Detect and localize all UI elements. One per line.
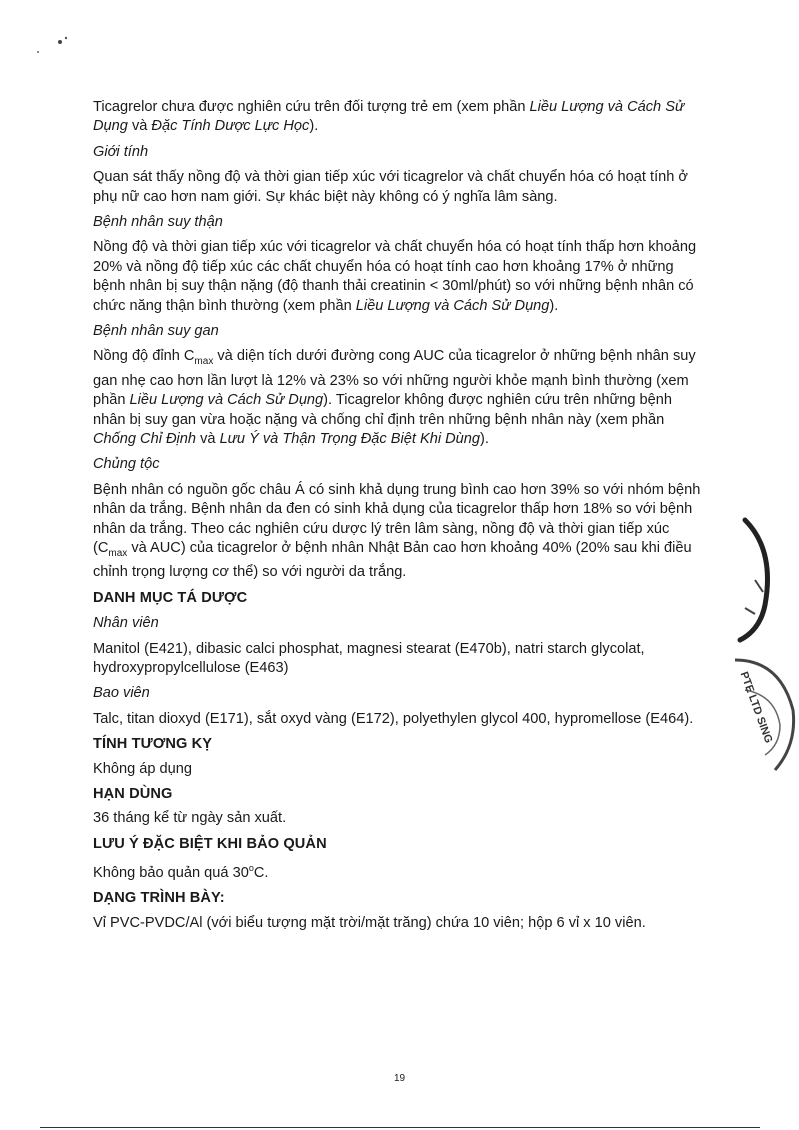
text-run: Quan sát thấy nồng độ và thời gian tiếp xúc với ticagrelor và chất chuyển hóa có hoạt tính ở phụ nữ cao hơn nam giới. Sự khác biệt này không có ý nghĩa lâm sàng. bbox=[93, 169, 688, 205]
paragraph bbox=[93, 98, 703, 137]
text-run: Không áp dụng bbox=[93, 760, 193, 777]
section-heading bbox=[93, 889, 703, 908]
text-run: Chủng tộc bbox=[93, 456, 160, 473]
text-run: và bbox=[196, 431, 220, 447]
subsection-heading bbox=[93, 684, 703, 703]
text-run: Bao viên bbox=[93, 685, 150, 702]
text-run: TÍNH TƯƠNG KỴ bbox=[93, 736, 213, 753]
subsection-heading bbox=[93, 614, 703, 633]
italic-reference: Chống Chỉ Định bbox=[93, 431, 197, 447]
text-run: và AUC) của ticagrelor ở bệnh nhân Nhật Bản cao hơn khoảng 40% (20% sau khi điều chỉnh trọng lượng cơ thể) so với người da trắng. bbox=[93, 540, 692, 581]
text-run: DẠNG TRÌNH BÀY: bbox=[93, 890, 225, 907]
text-run: max bbox=[108, 547, 128, 559]
text-run: Bệnh nhân suy gan bbox=[93, 323, 219, 340]
subsection-heading bbox=[93, 455, 703, 474]
paragraph bbox=[93, 809, 703, 828]
document-body bbox=[93, 98, 703, 938]
text-run: Nồng độ và thời gian tiếp xúc với ticagrelor và chất chuyển hóa có hoạt tính thấp hơn khoảng 20% và nồng độ tiếp xúc các chất chuyển hóa có hoạt tính cao hơn khoảng 17% ở những bệnh nhân bị suy thận nặng (độ thanh thải creatinin < 30ml/phút) so với những bệnh nhân có chức năng thận bình thường (xem phần bbox=[93, 239, 697, 314]
paragraph bbox=[93, 760, 703, 779]
text-run: Bệnh nhân có nguồn gốc châu Á có sinh khả dụng trung bình cao hơn 39% so với nhóm bệnh nhân da trắng. Bệnh nhân da đen có sinh khả dụng của ticagrelor thấp hơn 18% so với bệnh nhân da trắng. Theo các nghiên cứu dược lý trên lâm sàng, nồng độ và thời gian tiếp xúc (C bbox=[93, 481, 701, 557]
page-number: 19 bbox=[393, 1073, 406, 1084]
paragraph bbox=[93, 347, 703, 449]
scan-specks bbox=[30, 30, 90, 75]
text-run: Vỉ PVC-PVDC/Al (với biểu tượng mặt trời/mặt trăng) chứa 10 viên; hộp 6 vỉ x 10 viên. bbox=[93, 914, 646, 931]
stamp-text: PTE LTD SING bbox=[737, 670, 775, 745]
text-run: Giới tính bbox=[93, 143, 149, 160]
section-heading bbox=[93, 589, 703, 608]
paragraph bbox=[93, 710, 703, 729]
paragraph bbox=[93, 914, 703, 933]
text-run: và diện tích dưới đường cong AUC của ticagrelor ở những bệnh nhân suy gan nhẹ cao hơn lần lượt là 12% và 23% so với những người khỏe mạnh bình thường (xem phần bbox=[93, 348, 696, 409]
italic-reference: Liều Lượng và Cách Sử Dụng bbox=[93, 99, 685, 135]
text-run: ). bbox=[309, 118, 319, 135]
subsection-heading bbox=[93, 322, 703, 341]
text-run: Không bảo quản quá 30 bbox=[93, 865, 249, 882]
text-run: o bbox=[248, 863, 254, 874]
italic-reference: Đặc Tính Dược Lực Học bbox=[151, 118, 310, 135]
text-run: Bệnh nhân suy thận bbox=[93, 214, 223, 231]
text-run: Nồng độ đỉnh C bbox=[93, 348, 195, 365]
text-run: Nhân viên bbox=[93, 615, 159, 632]
text-run: và bbox=[127, 118, 152, 135]
section-heading bbox=[93, 735, 703, 754]
text-run: C. bbox=[253, 865, 269, 882]
section-heading bbox=[93, 785, 703, 804]
paragraph bbox=[93, 168, 703, 207]
text-run: ). bbox=[480, 431, 489, 447]
text-run: Talc, titan dioxyd (E171), sắt oxyd vàng (E172), polyethylen glycol 400, hypromellose (E464). bbox=[93, 710, 694, 727]
italic-reference: Lưu Ý và Thận Trọng Đặc Biệt Khi Dùng bbox=[219, 431, 481, 447]
subsection-heading bbox=[93, 213, 703, 232]
paragraph bbox=[93, 640, 703, 679]
company-stamp bbox=[705, 510, 799, 795]
subsection-heading bbox=[93, 143, 703, 162]
text-run: max bbox=[194, 356, 214, 368]
text-run: Ticagrelor chưa được nghiên cứu trên đối tượng trẻ em (xem phần bbox=[93, 99, 530, 115]
text-run: DANH MỤC TÁ DƯỢC bbox=[93, 589, 248, 606]
text-run: Manitol (E421), dibasic calci phosphat, magnesi stearat (E470b), natri starch glycolat, hydroxypropylcellulose (E463) bbox=[93, 640, 645, 676]
paragraph bbox=[93, 481, 703, 583]
paragraph bbox=[93, 238, 703, 316]
paragraph bbox=[93, 859, 703, 883]
text-run: 36 tháng kể từ ngày sản xuất. bbox=[93, 810, 287, 827]
italic-reference: Liều Lượng và Cách Sử Dụng bbox=[355, 297, 550, 314]
section-heading bbox=[93, 835, 703, 854]
italic-reference: Liều Lượng và Cách Sử Dụng bbox=[129, 392, 324, 409]
text-run: LƯU Ý ĐẶC BIỆT KHI BẢO QUẢN bbox=[93, 835, 327, 852]
text-run: HẠN DÙNG bbox=[93, 786, 173, 802]
text-run: ). Ticagrelor không được nghiên cứu trên những bệnh nhân bị suy gan vừa hoặc nặng và chống chỉ định trên những bệnh nhân này (xem phần bbox=[93, 392, 672, 428]
text-run: ). bbox=[549, 297, 559, 314]
bottom-rule bbox=[40, 1127, 760, 1128]
